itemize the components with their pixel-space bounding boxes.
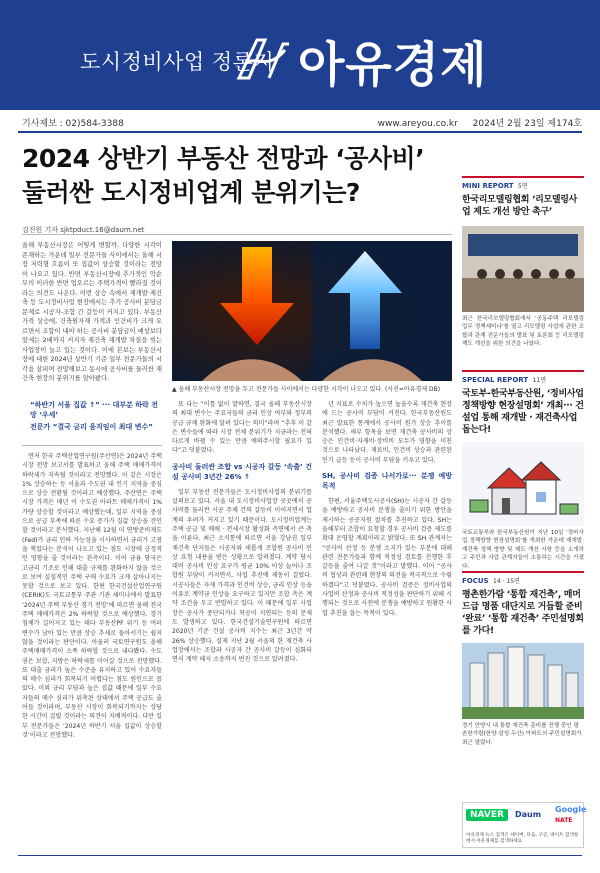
article-column-1 <box>22 452 162 847</box>
focus-page: 14 · 15면 <box>493 578 520 585</box>
masthead-name: 아유경제 <box>298 37 488 93</box>
focus-label-text: FOCUS <box>462 577 489 585</box>
houses-cash-icon <box>462 442 584 526</box>
areyou-logo-icon <box>235 36 293 82</box>
special-report-label <box>462 370 584 384</box>
special-report-label-text: SPECIAL REPORT <box>462 376 529 384</box>
bottom-rule <box>18 855 582 856</box>
sidebar-special-report[interactable] <box>462 370 584 571</box>
issue-date: 2024년 2월 23일 제174호 <box>472 119 582 129</box>
focus-caption: 경기 안양시 내 통합 재건축 준비를 진행 중인 평촌한가람(한양·삼성·두산) 아파트의 주민설명회가 최근 열렸다. <box>462 723 582 746</box>
special-report-illustration <box>462 442 584 526</box>
site-url[interactable]: www.areyou.co.kr <box>377 119 458 129</box>
article-photo <box>172 241 452 381</box>
ad-text: 아유경제 뉴스 검색은 네이버, 다음, 구글, 네이트 검색창에서 아유경제를 검색하세요 <box>466 833 579 844</box>
article-headline: 2024 상반기 부동산 전망과 ‘공사비’ 둘러싼 도시정비업계 분위기는? <box>22 144 425 207</box>
contact-info: 기사제보 : 02)584-3388 <box>22 119 124 129</box>
pullquote <box>30 400 162 432</box>
article-byline: 김진원 기자 sjktpduct.16@daum.net <box>22 226 145 234</box>
focus-title[interactable]: 평촌한가람 ‘통합 재건축’, 매머드급 명품 대단지로 거듭할 준비 ‘완료’ ‘통합 재건축’ 주민설명회를 가다! <box>462 590 584 636</box>
column-2b-text: 일부 부동산 전문가들은 도시정비사업의 분위기를 살펴보고 있다. 서울 내 도시정비사업장 곳곳에서 공사비를 둘러싼 시공 주체 간의 갈등이 이어지면서 업계의 우려가 커지고 있기 때문이다. 도시정비업계는 주택 공급 및 매매 · 전세시장 활성화 측면에서 큰 축을 이룬다. 최근 소식통에 따르면 서울 강남권 일부 재건축 단지들은 시공자와 새롭게 조합원 공사비 인상 요청 내용을 받은 상황으로 알려졌다. 계약 당시 대비 공사비 인상 요구가 평균 10% 이상 늘어나 조합원 부담이 커지면서, 사업 추진에 제동이 걸렸다. 시공사들은 자재 가격과 인건비 상승, 금리 인상 등을 이유로 계약금 인상을 요구하고 있지만 조합 측은 계약 조건을 두고 반발하고 있다. 이 때문에 일부 사업장은 공사가 중단되거나 착공이 지연되는 등의 문제도 발생하고 있다. 한국건설기술연구원에 따르면 2020년 기준 건설 공사비 지수는 최근 3년간 약 26% 상승했다. 실제 지난 2월 서울의 한 재건축 사업장에서는 조합과 시공자 간 공사비 갈등이 심화되면서 계약 해지 소송까지 번진 것으로 알려졌다. <box>172 488 312 664</box>
arrows-illustration-icon <box>172 241 452 381</box>
pullquote-divider <box>22 445 162 446</box>
sidebar-mini-report[interactable] <box>462 176 584 349</box>
article-lede: 올해 부동산시장은 어떻게 변할까. 다양한 시각이 존재하는 가운데 일부 전문가들 사이에서는 올해 시장 저력형 흐름이 또 집값이 상승할 것이라는 전망이 나오고 있다. 반면 부동산시장에 추가적인 악순 무의 이러한 반면 업오르는 주택가격이 빨라질 것이라는 의견도 나온다. 이번 상승 속에서 재개발·재건축 등 도시정비사업 현장에서는 추가 공사비 분담금 문제로 시공자-조합 간 갈등이 커지고 있다. 부동산 가격 상승에, 건축원자재 가격과 인건비가 크게 오르면서 조합이 내야 하는 공사비 분담금이 예상보다 앞세는 2배까지 커지자 재건축 재개발 차질을 빚는 사업장이 늘고 있는 것이다. 이에 본보는 부동산시장에 대한 2024년 상반기 기준 일부 전문가들의 시각을 살피며 전망해보고 동시에 공사비를 둘러싼 재건축 현장의 분위기를 알아봤다. <box>22 242 162 382</box>
naver-logo: NAVER <box>466 809 508 821</box>
seminar-photo-icon <box>462 226 584 312</box>
article-column-2 <box>172 400 312 847</box>
nate-logo: NATE <box>555 817 573 824</box>
sidebar-focus[interactable] <box>462 571 584 747</box>
mini-report-label-text: MINI REPORT <box>462 182 514 190</box>
focus-label <box>462 571 584 585</box>
portal-search-ad[interactable] <box>462 802 587 848</box>
subheading-sh-verification: SH, 공사비 검증 나서가로··· 분쟁 예방 목적 <box>322 472 452 491</box>
mini-report-title[interactable]: 한국리모델링협회 ‘리모델링사업 제도 개선 방안 촉구’ <box>462 195 578 217</box>
google-logo: Google <box>555 805 587 814</box>
masthead-subbar <box>0 114 600 130</box>
pullquote-subtitle: 전문가 “결국 금리 움직임이 최대 변수” <box>30 423 153 431</box>
masthead-slogan: 도시정비사업 정론지 <box>80 50 275 74</box>
mini-report-page: 5면 <box>518 183 528 190</box>
mini-report-label <box>462 176 584 190</box>
masthead <box>0 0 600 110</box>
column-3b-text: 한편, 서울주택도시공사(SH)는 시공자 간 갈등을 예방하고 공사비 분쟁을 줄이기 위한 방안을 제시하는 공공지원 절차를 추진하고 있다. SH는 올해부터 조합이 요청할 경우 공사비 검증 제도를 확대 운영할 계획이라고 밝혔다. 또 SH 관계자는 “공사비 산정 등 분쟁 소지가 있는 부분에 대해 관련 전문가들과 함께 적정성 검토를 진행한 후 갈등을 줄여 나갈 것”이라고 말했다. 이어 “공사비 협상과 관련해 현장의 의견을 적극적으로 수렴하겠다”고 덧붙였다. 공사비 검증은 정비사업의 사업비 산정과 공사비 적정성을 판단하기 위해 시행되는 것으로 사전에 분쟁을 예방하고 원활한 사업 추진을 돕는 목적이 있다. <box>322 498 452 617</box>
masthead-rule <box>18 131 582 133</box>
special-report-title[interactable]: 국토부-한국부동산원, ‘정비사업 정책방향 현장설명회’ 개최··· 건설업 통해 재개발 · 재건축사업 돕는다! <box>462 389 584 435</box>
special-report-text: 국토교통부와 한국부동산원이 지난 10일 ‘정비사업 정책방향 현장설명회’를 개최한 가운데 재개발·재건축 정책 방향 및 제도 개선 사항 등을 소개하고 주민과 사업 관계자들이 소통하는 시간을 가졌다. <box>462 530 584 570</box>
apartment-complex-icon <box>462 643 584 719</box>
article-column-3 <box>322 400 452 847</box>
pullquote-title: “하반기 서울 집값 ↑” ··· 대부분 하락 전망 ‘우세’ <box>30 401 159 419</box>
photo-caption: ▲ 올해 부동산시장 전망을 두고 전문가들 사이에서는 다양한 시각이 나오고 있다. (사진=아유경제 DB) <box>172 386 441 393</box>
daum-logo: Daum <box>515 810 542 819</box>
subheading-construction-cost: 공사비 둘러싼 조합 vs 시공자 갈등 ‘속출’ 건설 공사비 3년간 26% ↑ <box>172 462 312 481</box>
focus-photo <box>462 643 584 719</box>
mini-report-photo <box>462 226 584 312</box>
column-2-text: 또 다는 “이를 없이 말하면, 결국 올해 부동산시장의 최대 변수는 주요국들의 금리 인상 여부와 정부의 공급 규제 완화에 달려 있다는 의미”라며 “추후 이 같은 변수들에 따라 시장 전체 분위기가 지금과는 전혀 다르게 바뀔 수 있는 만큼 예의주시할 필요가 있다”고 덧붙였다. <box>172 401 312 455</box>
mini-report-text: 최근 한국리모델링협회에서 ‘공동주택 리모델링 업무 정책세미나’를 열고 리모델링 사업에 관한 조합과 관계 전문가들의 발표 및 토론회 등 리모델링제도 개선을 위한 의견을 나눴다. <box>462 316 584 348</box>
byline-divider <box>22 234 452 235</box>
column-3-text: 년 지표로 수치가 높으면 높을수록 재건축 현장에 드는 공사비 부담이 커진다. 한국부동산원도 최근 발표한 통계에서 공사비 원가 상승 추이를 분석했다. 세부 항목을 보면 재건축 공사비의 상승은 인건비·자재비·장비비 모두가 영향을 미친 것으로 나타났다. 재료비, 인건비 상승과 관련된 인기 급등 등이 공사비 부담을 키우고 있다. <box>322 401 452 464</box>
column-1-text: 먼저 한국 주택산업연구원(주산연)은 2024년 주택시장 전망 보고서를 발표하고 올해 주택 매매가격이 하락세가 지속될 것이라고 전망했다. 이 같은 시장은 1% 상승하는 등 서울과 수도권 내 인기 지역을 중심으로 상승 전환될 것이라고 예상했다. 주산연은 주택시장 가격은 매년 이 수도권 아파트 매매가격이 1% 가량 상승할 것이라고 예상했는데, 일부 지역을 중심으로 공급 부족에 따른 수요 증가가 집값 상승을 견인할 것이라고 분석했다. 지난해 12월 미 연방준비제도(Fed)가 금리 인하 가능성을 시사하면서 금리가 고점을 찍었다는 분석이 나오고 있는 점도 시장에 긍정적인 영향을 줄 것이라는 관측이다. 이어 금융 당국은 고금리 기조로 인해 대출 규제를 완화하지 않을 것으로 보여 실질적인 주택 구매 수요가 크게 살아나지는 못할 것으로 보고 있다. 한편 한국건설산업연구원(CERIK)도 국토교통부 주관 기관 세미나에서 발표한 ‘2024년 주택 부동산 경기 전망’에 따르면 올해 전국 주택 매매가격은 2% 하락할 것으로 예상했다. 경기침체가 길어지고 있는 데다 부동산PF 위기 등 여러 변수가 남아 있는 만큼 상승 추세로 돌아서기는 쉽지 않을 것이라는 판단이다. 아울러 국토연구원도 올해 주택매매가격이 소폭 하락할 것으로 내다봤다. 수도권은 보합, 지방은 하락세를 이어갈 것으로 전망했다. 또 대출 금리가 높은 수준을 유지하고 있어 수요자들의 매수 심리가 회복되기 어렵다는 점도 원인으로 꼽았다. 이외 금리 부담과 높은 집값 때문에 일부 수요자들의 매수 심리가 위축된 상태에서 주택 공급도 줄어들 것이라며, 부동산 시장이 회복되기까지는 상당한 시간이 걸릴 것이라는 의견이 지배적이다. 다만 일부 전문가들은 ‘2024년 하반기 서울 집값이 상승할 것’이라고 전망했다. <box>22 453 162 739</box>
special-report-page: 11면 <box>532 377 546 384</box>
